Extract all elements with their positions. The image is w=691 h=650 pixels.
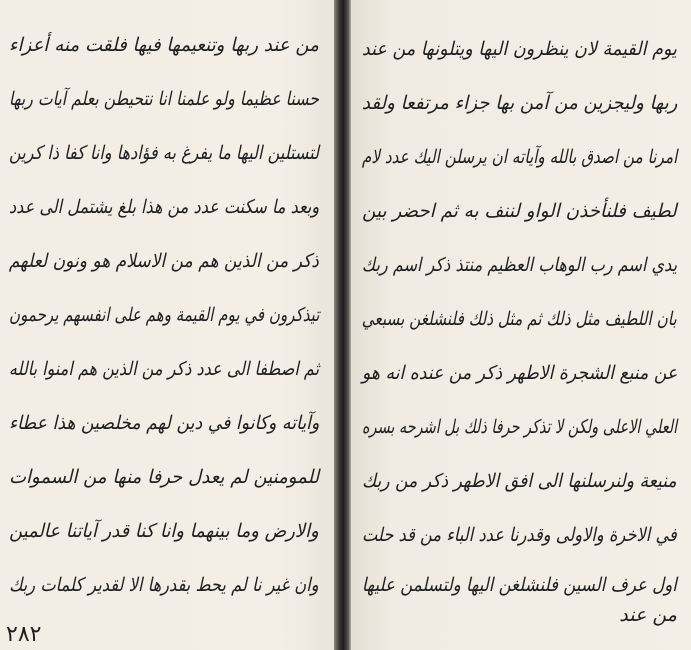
book-gutter: [334, 0, 351, 650]
right-line-6: بان اللطيف مثل ذلك ثم مثل ذلك فلنشلغن بسبعي: [362, 308, 677, 330]
left-line-7: ثم اصطفا الى عدد ذكر من الذين هم امنوا بالله: [8, 358, 319, 380]
left-line-2: حسنا عظيما ولو علمنا انا نتحيطن بعلم آيات ربها: [8, 88, 319, 110]
left-line-4: وبعد ما سكنت عدد من هذا بلغ يشتمل الى عدد: [8, 196, 319, 218]
right-line-1: يوم القيمة لان ينظرون اليها ويتلونها من عند: [362, 38, 677, 60]
left-line-5: ذكر من الذين هم من الاسلام هو ونون لعلهم: [8, 250, 319, 272]
right-line-4: لطيف فلنأخذن الواو لننف به ثم احضر بين: [362, 200, 677, 222]
right-line-11: اول عرف السين فلنشلغن اليها ولتسلمن عليها: [361, 574, 677, 596]
left-line-11: وان غير نا لم يحط بقدرها الا لقدير كلمات ربك: [9, 574, 319, 596]
right-line-3: امرنا من اصدق بالله وآياته ان يرسلن اليك عدد لام: [361, 146, 677, 168]
page-number: ٢٨٢: [6, 622, 42, 647]
left-line-1: من عند ربها وتنعيمها فيها فلقت منه أعزاء: [8, 34, 319, 56]
right-line-8: العلي الاعلى ولكن لا تذكر حرفا ذلك بل اشرحه بسره: [361, 416, 677, 438]
left-line-10: والارض وما بينهما وانا كنا قدر آياتنا عالمين: [9, 520, 319, 542]
left-line-3: لتستلين اليها ما يفرغ به فؤادها وانا كفا ذا كرين: [8, 142, 319, 164]
left-line-8: وآياته وكانوا في دين لهم مخلصين هذا عطاء: [8, 412, 319, 434]
right-line-12: من عند: [619, 604, 677, 626]
right-line-10: في الاخرة والاولى وقدرنا عدد الباء من قد حلت: [362, 524, 677, 546]
left-line-6: تيذكرون في يوم القيمة وهم على انفسهم يرحمون: [8, 304, 319, 326]
left-line-9: للمومنين لم يعدل حرفا منها من السموات: [8, 466, 319, 488]
right-line-9: منيعة ولنرسلنها الى افق الاطهر ذكر من ربك: [362, 470, 677, 492]
right-line-2: ربها وليجزين من آمن بها جزاء مرتفعا ولقد: [361, 92, 677, 114]
right-line-7: عن منبع الشجرة الاطهر ذكر من عنده انه هو: [361, 362, 677, 384]
right-line-5: يدي اسم رب الوهاب العظيم منتذ ذكر اسم ربك: [361, 254, 677, 276]
